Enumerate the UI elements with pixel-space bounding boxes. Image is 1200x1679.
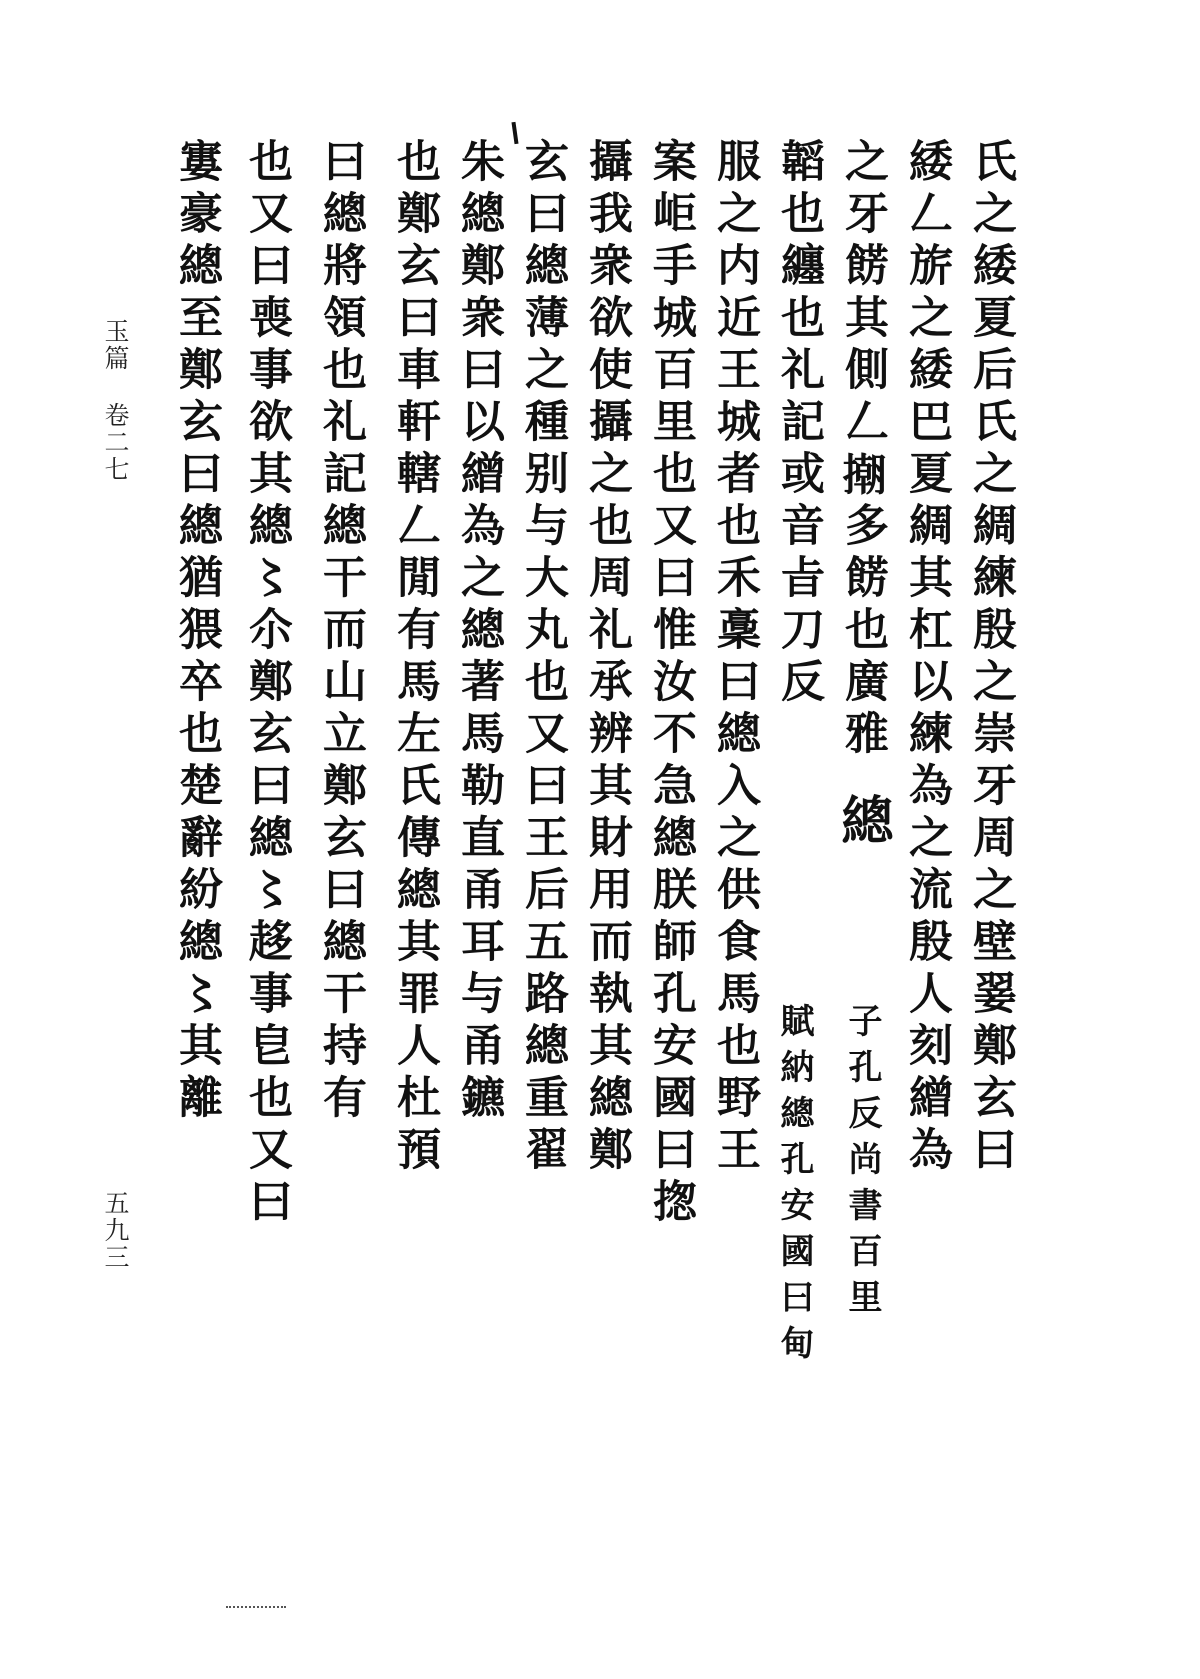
book-title: 玉篇 (101, 318, 130, 372)
text-column-7: 攝我衆欲使攝之也周礼𠄘辨其財用而執其總鄭 (581, 138, 632, 1178)
entry-heading-char: 總 (832, 793, 893, 846)
text-column-10: 也鄭玄曰車軒轄𠃋閒有馬左氏傳總其罪人杜預 (389, 138, 440, 1178)
running-header (97, 318, 133, 483)
text-column-3 (832, 138, 893, 846)
text-column-1: 氏之緌夏后氏之綢練殷之崇牙周之壁翣鄭玄曰 (965, 138, 1016, 1178)
interlinear-note-2: 賦納總孔安國曰甸 (774, 1003, 814, 1371)
text-column-6: 案岠手城百里也又曰惟汝不急總朕師孔安國曰揔 (645, 138, 696, 1230)
interlinear-note-1: 子孔反尚書百里 (842, 1003, 882, 1325)
text-column-2: 緌𠃋旂之緌巴夏綢其杠以練為之流殷人刻繒為 (901, 138, 952, 1178)
text-column-13: 寠豪總至鄭玄曰總猶猥卒也楚辭紛總〻其離 (171, 138, 222, 1126)
volume-label: 卷二七 (101, 401, 130, 483)
page-number: 五九三 (101, 1190, 130, 1271)
footer-dots (226, 1606, 286, 1610)
text-column-9: 朱總鄭衆曰以繒為之總著馬勒直甬耳与甬鑣 (453, 138, 504, 1126)
text-column-12: 也又曰喪事欲其總〻尒鄭玄曰總〻趍事皀也又曰 (241, 138, 292, 1230)
text-column-11: 曰總將領也礼記總干而山立鄭玄曰總干持有 (315, 138, 366, 1126)
text-column-4: 韜也纏也礼記或音㫖刀反 (773, 138, 824, 710)
text-column-5: 服之内近王城者也禾稾曰總入之供食馬也野王 (709, 138, 760, 1178)
text-column-8: 玄曰總薄之種别与大丸也又曰王后五路總重翟 (517, 138, 568, 1178)
text-column-3-main: 之牙餝其側𠃋𢴿多餝也廣雅 (837, 138, 888, 762)
